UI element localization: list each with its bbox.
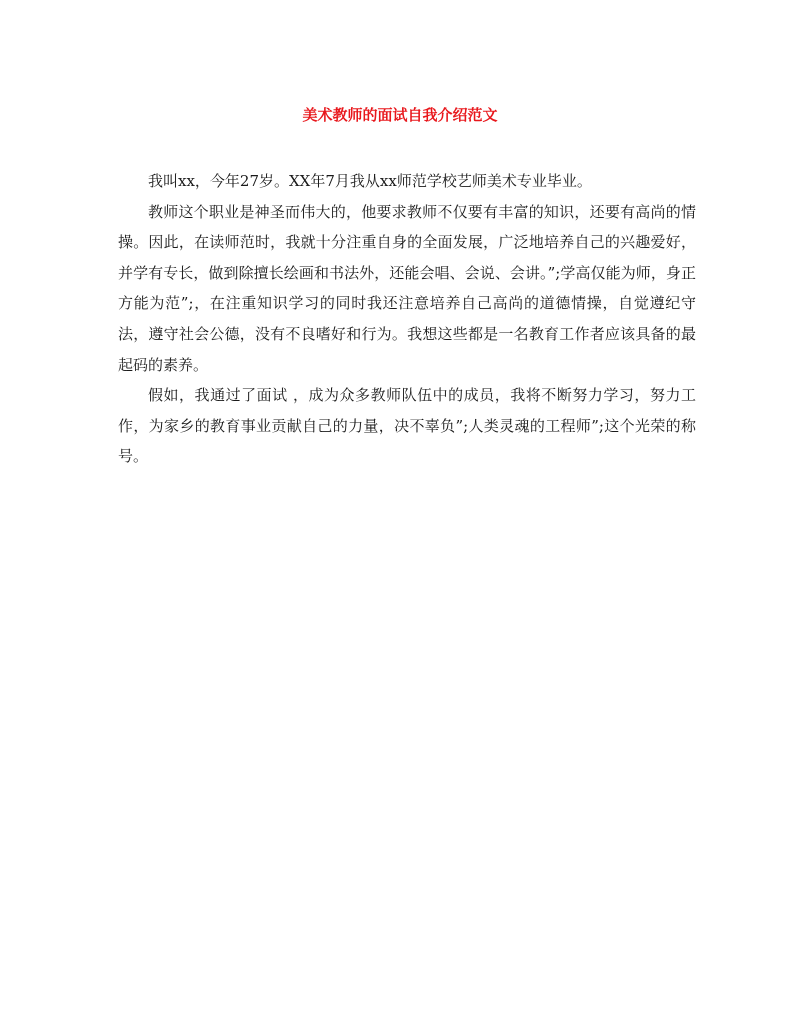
paragraph-intro: 我叫xx，今年27岁。XX年7月我从xx师范学校艺师美术专业毕业。 — [148, 172, 592, 190]
document-body — [118, 166, 696, 472]
document-title: 美术教师的面试自我介绍范文 — [302, 106, 498, 124]
paragraph-commitment: 假如，我通过了面试 ，成为众多教师队伍中的成员，我将不断努力学习，努力工作，为家乡的教育事业贡献自己的力量，决不辜负”;人类灵魂的工程师”;这个光荣的称号。 — [118, 386, 696, 466]
paragraph-profession: 教师这个职业是神圣而伟大的，他要求教师不仅要有丰富的知识，还要有高尚的情操。因此，在读师范时，我就十分注重自身的全面发展，广泛地培养自己的兴趣爱好，并学有专长，做到除擅长绘画和书法外，还能会唱、会说、会讲。”;学高仅能为师，身正方能为范”;，在注重知识学习的同时我还注意培养自己高尚的道德情操，自觉遵纪守法，遵守社会公德，没有不良嗜好和行为。我想这些都是一名教育工作者应该具备的最起码的素养。 — [118, 202, 696, 374]
